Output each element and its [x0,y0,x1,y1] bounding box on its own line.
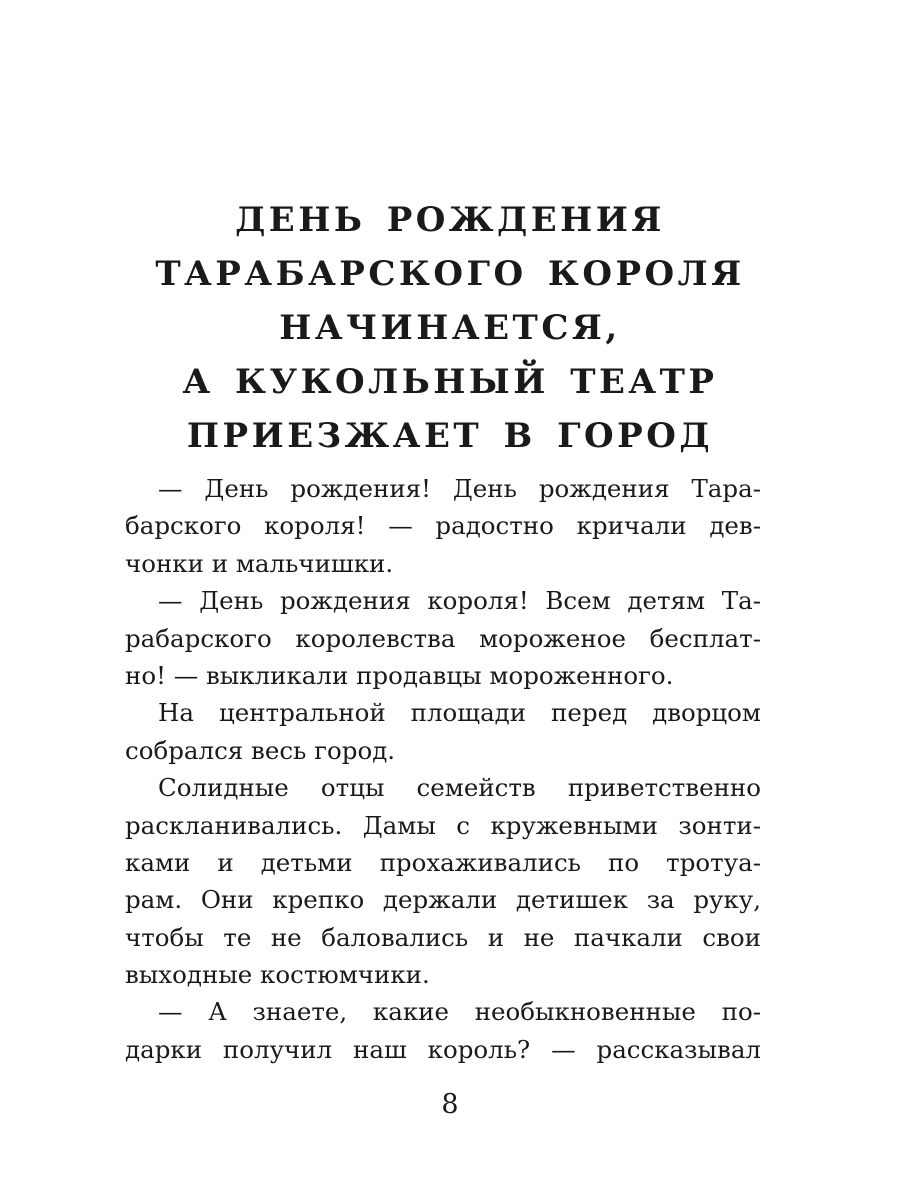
chapter-title-line: ТАРАБАРСКОГО КОРОЛЯ [155,254,745,294]
text-line: — День рождения короля! Всем детям Та- [158,586,761,616]
chapter-title [120,193,780,463]
body-text [125,470,761,1068]
chapter-title-line: НАЧИНАЕТСЯ, [279,308,621,348]
page-number: 8 [441,1089,459,1120]
chapter-title-line: ДЕНЬ РОЖДЕНИЯ [235,200,665,240]
text-line: выходные костюмчики. [125,960,430,990]
text-line: рабарского королевства мороженое бесплат- [125,623,761,653]
text-line: барского короля! — радостно кричали дев- [125,511,761,541]
text-line: чтобы те не баловались и не пачкали свои [125,922,761,952]
text-line: собрался весь город. [125,735,396,765]
text-line: но! — выкликали продавцы мороженного. [125,660,674,690]
text-line: дарки получил наш король? — рассказывал [125,1034,761,1064]
text-line: — День рождения! День рождения Тара- [158,474,761,503]
chapter-title-line: ПРИЕЗЖАЕТ В ГОРОД [186,416,714,456]
text-line: раскланивались. Дамы с кружевными зонти- [125,810,761,840]
text-line: рам. Они крепко держали детишек за руку, [125,885,761,915]
text-line: Солидные отцы семейств приветственно [158,773,761,803]
chapter-title-line: А КУКОЛЬНЫЙ ТЕАТР [182,362,718,402]
text-line: — А знаете, какие необыкновенные по- [158,997,761,1027]
text-line: чонки и мальчишки. [125,548,394,578]
text-line: На центральной площади перед дворцом [158,698,761,728]
text-line: ками и детьми прохаживались по тротуа- [125,847,761,877]
